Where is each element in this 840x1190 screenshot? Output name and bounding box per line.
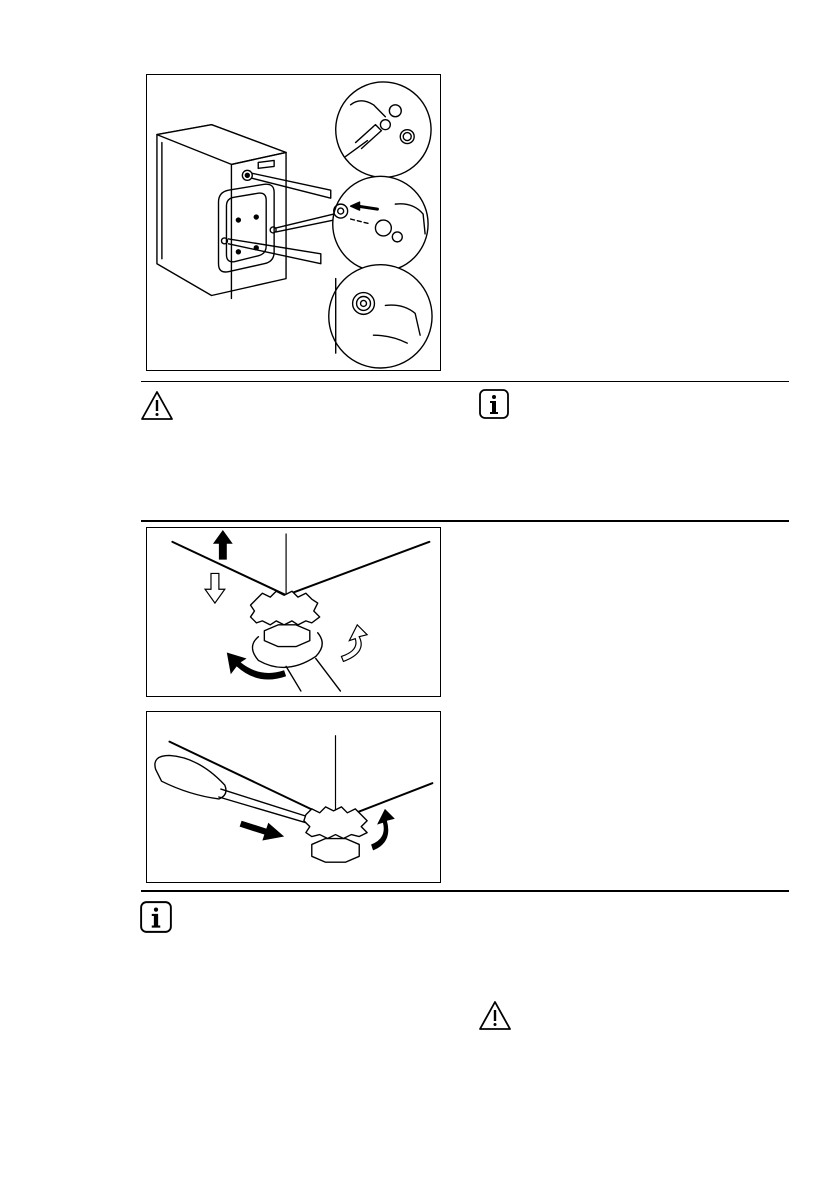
section-divider-1 xyxy=(141,381,789,382)
information-icon xyxy=(139,900,173,934)
warning-triangle-icon xyxy=(477,998,513,1034)
transit-bolt-figure xyxy=(146,74,441,371)
foot-adjust-spanner-figure xyxy=(146,527,441,697)
foot-adjust-spanner-illustration xyxy=(147,528,440,696)
transit-bolt-illustration xyxy=(147,75,440,370)
information-icon xyxy=(478,388,510,420)
section-divider-3 xyxy=(141,890,789,892)
foot-adjust-screwdriver-illustration xyxy=(147,712,440,882)
warning-triangle-icon xyxy=(139,388,175,424)
section-divider-2 xyxy=(141,520,789,522)
foot-adjust-screwdriver-figure xyxy=(146,711,441,883)
